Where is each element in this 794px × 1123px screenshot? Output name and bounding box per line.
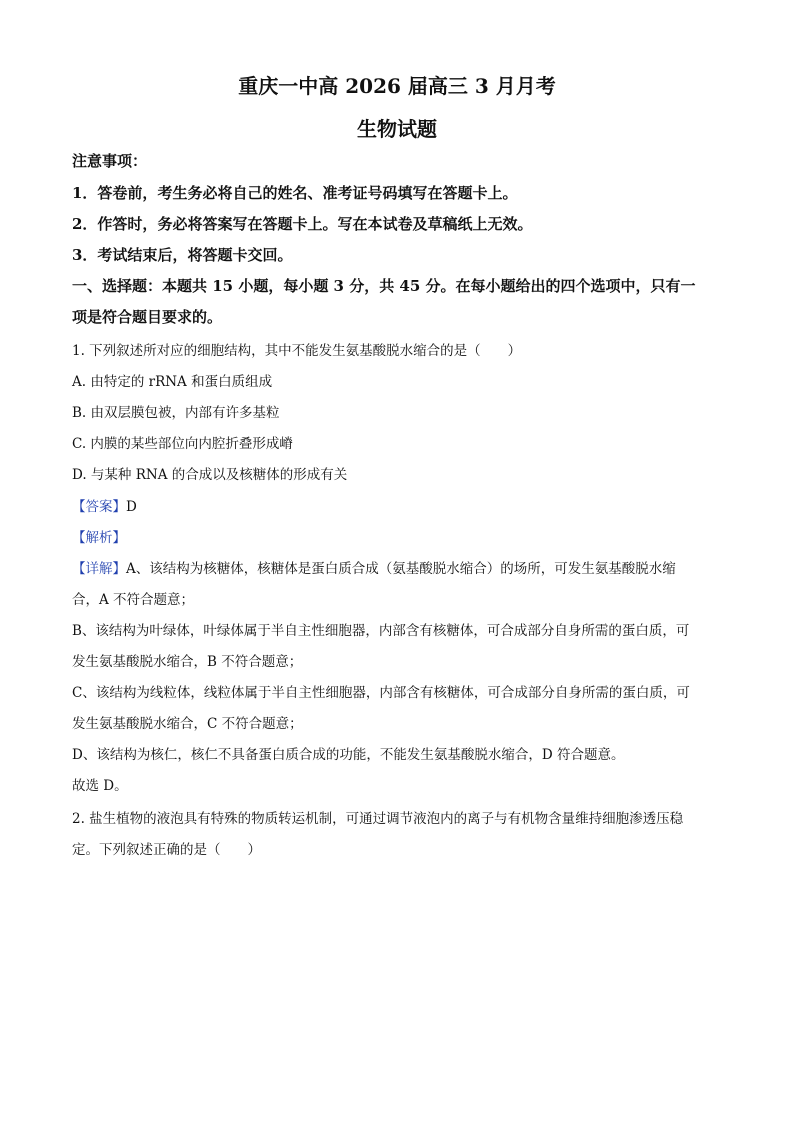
q1-option-c: C. 内膜的某些部位向内腔折叠形成嵴 <box>72 436 293 452</box>
q1-stem: 1. 下列叙述所对应的细胞结构，其中不能发生氨基酸脱水缩合的是（ ） <box>72 343 522 359</box>
notes-heading: 注意事项： <box>72 152 148 170</box>
q1-detail-line: 发生氨基酸脱水缩合，C 不符合题意； <box>72 716 303 732</box>
section-heading-cont: 项是符合题目要求的。 <box>72 308 223 326</box>
exam-title: 重庆一中高 2026 届高三 3 月月考 <box>238 74 556 98</box>
q1-analysis <box>72 526 722 546</box>
q1-detail-line: 发生氨基酸脱水缩合，B 不符合题意； <box>72 654 303 670</box>
note-item: 3．考试结束后，将答题卡交回。 <box>72 246 293 264</box>
q1-detail-line <box>72 557 722 577</box>
q1-option-b: B. 由双层膜包被，内部有许多基粒 <box>72 405 280 421</box>
q1-detail-line: 合，A 不符合题意； <box>72 592 195 608</box>
answer-tag: 【答案】 <box>72 499 126 515</box>
answer-value: D <box>126 499 137 515</box>
section-heading: 一、选择题：本题共 15 小题，每小题 3 分，共 45 分。在每小题给出的四个选项中，只有一 <box>72 277 696 295</box>
detail-text: A、该结构为核糖体，核糖体是蛋白质合成（氨基酸脱水缩合）的场所，可发生氨基酸脱水缩 <box>126 561 676 577</box>
detail-tag: 【详解】 <box>72 561 126 577</box>
q1-conclusion: 故选 D。 <box>72 778 128 794</box>
note-item: 1．答卷前，考生务必将自己的姓名、准考证号码填写在答题卡上。 <box>72 184 518 202</box>
q1-detail-line: D、该结构为核仁，核仁不具备蛋白质合成的功能，不能发生氨基酸脱水缩合，D 符合题意。 <box>72 747 625 763</box>
note-item: 2．作答时，务必将答案写在答题卡上。写在本试卷及草稿纸上无效。 <box>72 215 533 233</box>
q1-answer <box>72 495 722 515</box>
q2-stem-cont: 定。下列叙述正确的是（ ） <box>72 842 261 858</box>
q1-option-a: A. 由特定的 rRNA 和蛋白质组成 <box>72 374 273 390</box>
exam-subtitle: 生物试题 <box>357 117 437 141</box>
q2-stem: 2. 盐生植物的液泡具有特殊的物质转运机制，可通过调节液泡内的离子与有机物含量维持细胞渗透压稳 <box>72 811 684 827</box>
analysis-tag: 【解析】 <box>72 530 126 546</box>
q1-detail-line: C、该结构为线粒体，线粒体属于半自主性细胞器，内部含有核糖体，可合成部分自身所需的蛋白质，可 <box>72 685 690 701</box>
q1-option-d: D. 与某种 RNA 的合成以及核糖体的形成有关 <box>72 467 348 483</box>
q1-detail-line: B、该结构为叶绿体，叶绿体属于半自主性细胞器，内部含有核糖体，可合成部分自身所需的蛋白质，可 <box>72 623 690 639</box>
